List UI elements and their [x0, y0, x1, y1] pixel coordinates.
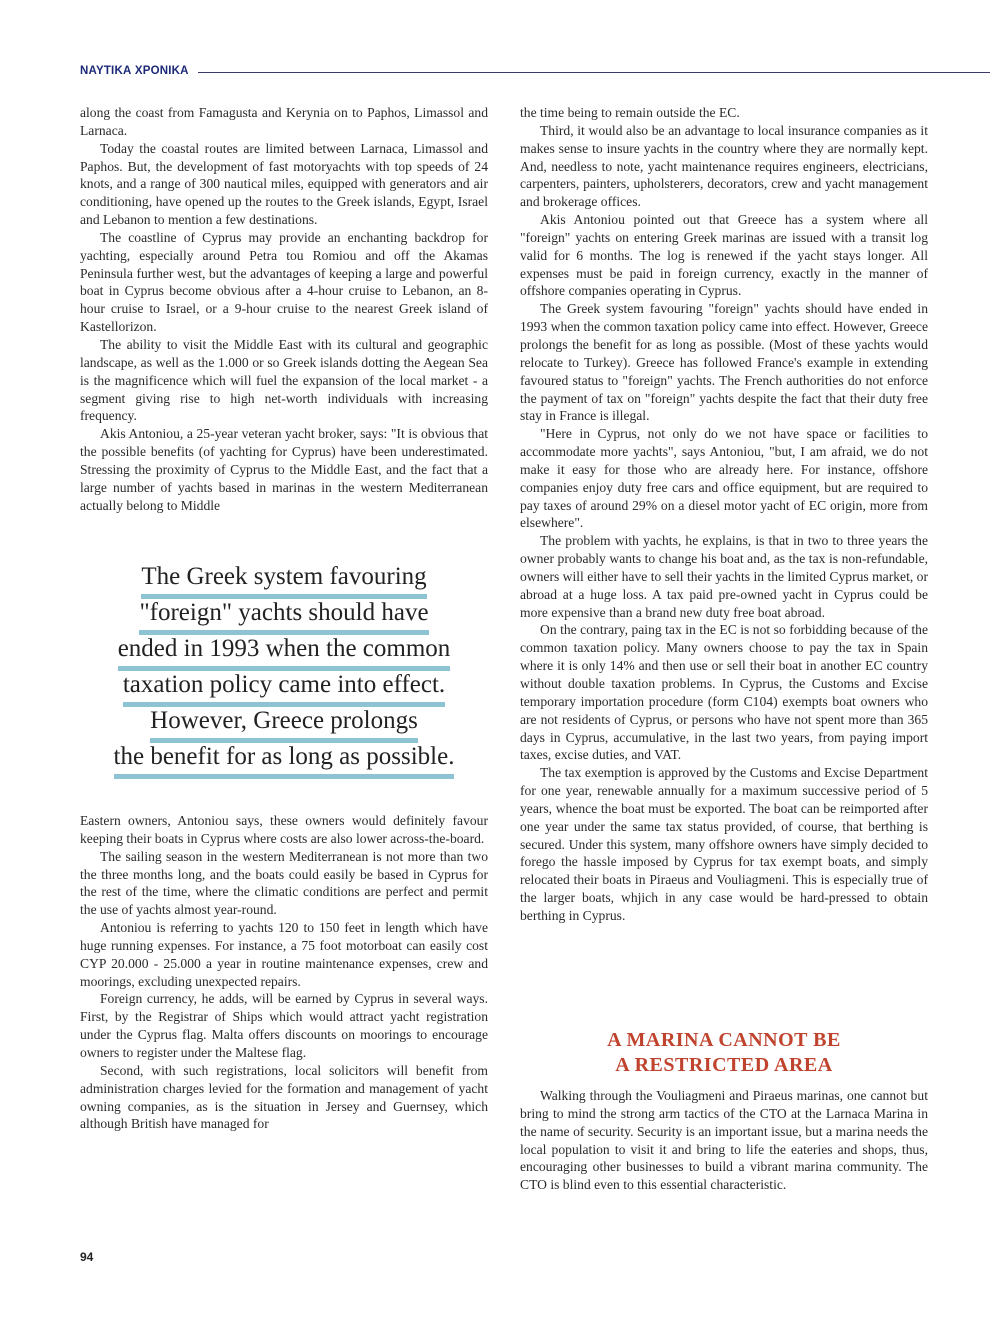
pull-quote-line: "foreign" yachts should have [139, 598, 428, 635]
paragraph: Akis Antoniou pointed out that Greece has a system where all "foreign" yachts on entering Greek marinas are issued with a transit log valid for 6 months. The log is renewed if the yacht stays longer. All expenses must be paid in foreign currency, exactly in the manner of offshore companies operating in Cyprus. [520, 212, 928, 299]
paragraph: "Here in Cyprus, not only do we not have space or facilities to accommodate more yachts", says Antoniou, "but, I am afraid, we do not make it easy for those who are already here. For instance, offshore companies enjoy duty free cars and office equipment, but are required to pay taxes of around 29% on a diesel motor yacht of EC origin, more from elsewhere". [520, 426, 928, 531]
header-rule [198, 72, 990, 73]
paragraph: Eastern owners, Antoniou says, these owners would definitely favour keeping their boats in Cyprus where costs are also lower across-the-board. [80, 813, 488, 846]
left-column-bottom [80, 812, 488, 1133]
pull-quote-line: The Greek system favouring [141, 562, 426, 599]
paragraph: The problem with yachts, he explains, is that in two to three years the owner probably wants to change his boat and, as the tax is non-refundable, owners will either have to sell their yachts in the limited Cyprus market, or abroad at a huge loss. A tax paid pre-owned yacht in Cyprus could be more expensive than a brand new duty free boat abroad. [520, 533, 928, 620]
paragraph: The ability to visit the Middle East with its cultural and geographic landscape, as well as the 1.000 or so Greek islands dotting the Aegean Sea is the magnificence which will fuel the expansion of the local market - a segment giving rise to high net-worth individuals with increasing frequency. [80, 336, 488, 424]
paragraph: The tax exemption is approved by the Customs and Excise Department for one year, renewable annually for a maximum successive period of 5 years, whence the boat must be exported. The boat can be reimported after one year under the same tax status provided, of course, that berthing is secured. Under this system, many offshore owners have simply decided to forego the hassle imposed by Cyprus for tax exempt boats, and simply relocated their boats in Piraeus and Vouliagmeni. This is especially true of the larger boats, whjich in any case would be hard-pressed to obtain berthing in Cyprus. [520, 765, 928, 923]
section-heading-line: A RESTRICTED AREA [615, 1054, 833, 1076]
pull-quote-line: taxation policy came into effect. [123, 670, 445, 707]
magazine-title: ΝΑΥΤΙΚΑ ΧΡΟΝΙΚΑ [80, 65, 189, 77]
paragraph: Walking through the Vouliagmeni and Piraeus marinas, one cannot but bring to mind the strong arm tactics of the CTO at the Larnaca Marina in the name of security. Security is an important issue, but a marina needs the local population to visit it and bring to life the eateries and shops, thus, encouraging other businesses to build a vibrant marina community. The CTO is blind even to this essential characteristic. [520, 1088, 928, 1193]
paragraph: On the contrary, paing tax in the EC is not so forbidding because of the common taxation policy. Many owners choose to pay the tax in Spain where it is only 14% and then use or sell their boat in another EC country without double taxation problems. In Cyprus, the Customs and Excise temporary importation procedure (form C104) exempts boat owners who are not residents of Cyprus, or persons who have not spent more than 365 days in Cyprus, accumulative, in the last two years, from paying import taxes, excise duties, and VAT. [520, 622, 928, 763]
pull-quote [80, 562, 488, 778]
paragraph: The sailing season in the western Mediterranean is not more than two the three months long, and the boats could easily be based in Cyprus for the rest of the time, where the climatic conditions are perfect and permit the use of yachts almost year-round. [80, 848, 488, 918]
pull-quote-line: ended in 1993 when the common [118, 634, 451, 671]
left-column-top [80, 104, 488, 514]
paragraph: Third, it would also be an advantage to local insurance companies as it makes sense to insure yachts in the country where they are normally kept. And, needless to note, yacht maintenance requires engineers, electricians, carpenters, painters, upholsterers, decorators, crew and yacht management and brokerage offices. [520, 122, 928, 210]
paragraph: The Greek system favouring "foreign" yachts should have ended in 1993 when the common taxation policy came into effect. However, Greece prolongs the benefit for as long as possible. (Most of these yachts would relocate to Turkey). Greece has followed France's example in extending favoured status to "foreign" yachts. The French authorities do not enforce the payment of tax on "foreign" yachts despite the fact that their duty free stay in France is illegal. [520, 301, 928, 424]
paragraph: Akis Antoniou, a 25-year veteran yacht broker, says: "It is obvious that the possible benefits (of yachting for Cyprus) have been underestimated. Stressing the proximity of Cyprus to the Middle East, and the fact that a large number of yachts based in marinas in the western Mediterranean actually belong to Middle [80, 426, 488, 513]
paragraph: Foreign currency, he adds, will be earned by Cyprus in several ways. First, by the Registrar of Ships which would attract yacht registration under the Cyprus flag. Malta offers discounts on moorings to encourage owners to register under the Maltese flag. [80, 991, 488, 1060]
paragraph: Second, with such registrations, local solicitors will benefit from administration charges levied for the formation and management of yacht owning companies, as is the situation in Jersey and Guernsey, which although British have managed for [80, 1062, 488, 1132]
right-column-bottom [520, 1087, 928, 1194]
running-header [80, 64, 990, 80]
paragraph: Antoniou is referring to yachts 120 to 150 feet in length which have huge running expenses. For instance, a 75 foot motorboat can easily cost CYP 20.000 - 25.000 a year in routine maintenance expenses, crew and moorings, excluding unexpected repairs. [80, 920, 488, 989]
right-column-top [520, 104, 928, 925]
paragraph: Today the coastal routes are limited between Larnaca, Limassol and Paphos. But, the development of fast motoryachts with top speeds of 24 knots, and a range of 300 nautical miles, equipped with generators and air conditioning, have opened up the routes to the Greek islands, Egypt, Israel and Lebanon to mention a few destinations. [80, 140, 488, 228]
section-heading-line: A MARINA CANNOT BE [607, 1029, 841, 1051]
paragraph: along the coast from Famagusta and Kerynia on to Paphos, Limassol and Larnaca. [80, 105, 488, 138]
section-heading [520, 1028, 928, 1078]
paragraph: The coastline of Cyprus may provide an enchanting backdrop for yachting, especially around Petra tou Romiou and off the Akamas Peninsula further west, but the advantages of keeping a large and powerful boat in Cyprus become obvious after a 4-hour cruise to Lebanon, an 8-hour cruise to Israel, or a 9-hour cruise to the nearest Greek island of Kastellorizon. [80, 229, 488, 335]
paragraph: the time being to remain outside the EC. [520, 105, 740, 120]
pull-quote-line: However, Greece prolongs [150, 706, 418, 743]
pull-quote-line: the benefit for as long as possible. [114, 742, 455, 779]
page-number: 94 [80, 1250, 94, 1264]
